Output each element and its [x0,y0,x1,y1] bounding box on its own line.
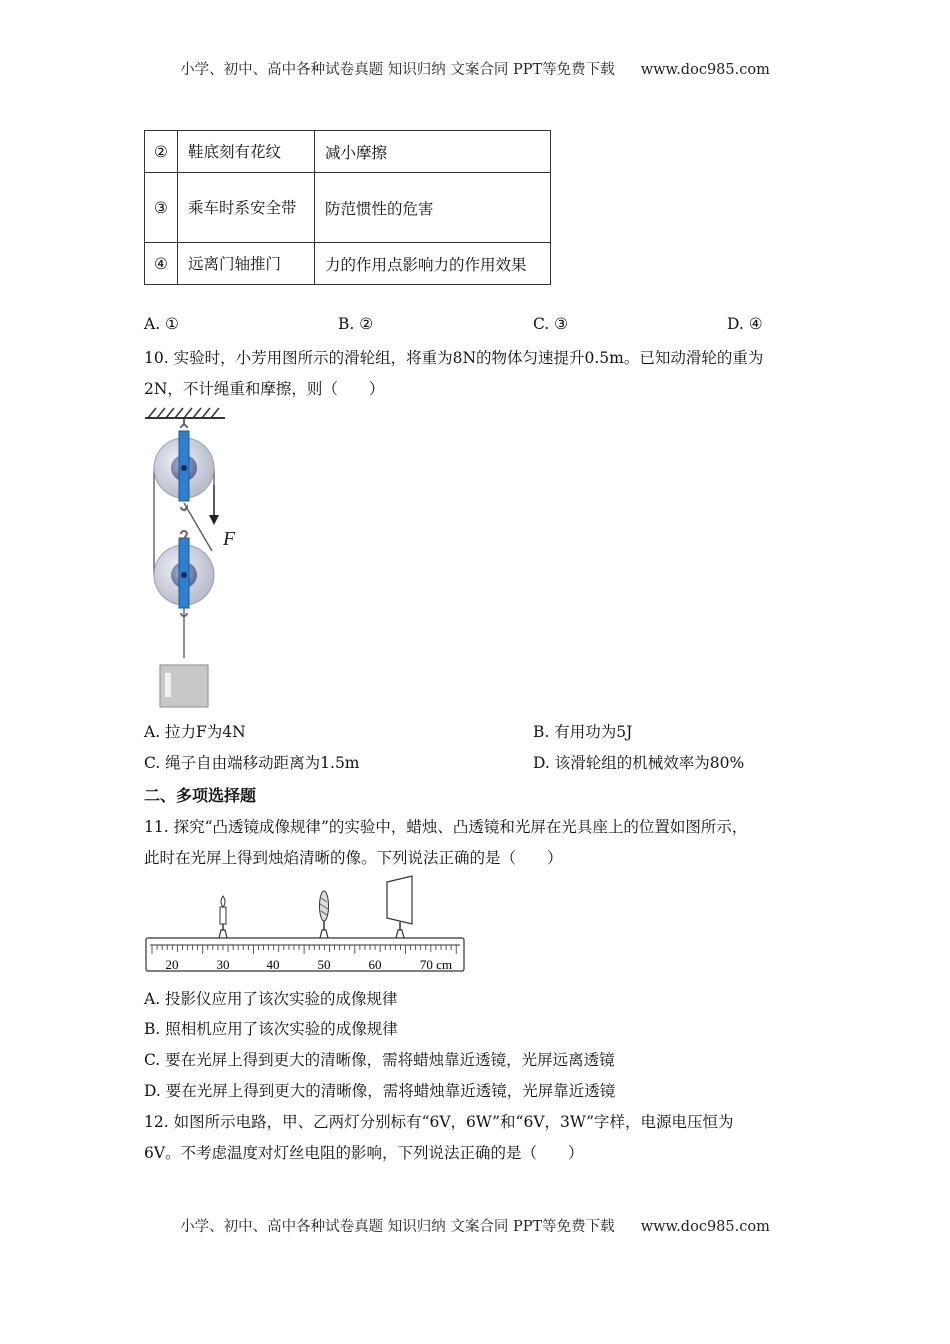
ruler-label-70: 70 cm [419,957,453,972]
fixed-pulley [154,419,214,511]
pulley-system-diagram [140,403,270,708]
weight-block [160,665,208,707]
movable-pulley [154,531,214,616]
page-footer [0,1215,950,1236]
ruler-label-30: 30 [216,957,230,972]
q9-option-a[interactable]: A. ① [144,315,179,333]
footer-text: 小学、初中、高中各种试卷真题 知识归纳 文案合同 PPT等免费下载 [180,1219,615,1235]
ruler-label-20: 20 [165,957,179,972]
ruler-label-40: 40 [266,957,280,972]
bench-ruler [146,938,464,971]
q10-option-d[interactable]: D. 该滑轮组的机械效率为80% [533,754,745,772]
q12-stem-line2: 6V。不考虑温度对灯丝电阻的影响，下列说法正确的是（ ） [144,1144,584,1162]
table-cell-desc: 力的作用点影响力的作用效果 [315,243,551,285]
table-row [145,243,551,285]
table-cell-item: 乘车时系安全带 [178,173,315,243]
candle [219,896,227,938]
q11-option-b[interactable]: B. 照相机应用了该次实验的成像规律 [144,1020,398,1038]
table-cell-desc: 减小摩擦 [315,131,551,173]
ceiling-hatch [145,408,225,418]
table-cell-item: 鞋底刻有花纹 [178,131,315,173]
table-row [145,131,551,173]
q11-option-d[interactable]: D. 要在光屏上得到更大的清晰像，需将蜡烛靠近透镜，光屏靠近透镜 [144,1082,616,1100]
table-cell-num: ③ [145,173,178,243]
q11-stem-line2: 此时在光屏上得到烛焰清晰的像。下列说法正确的是（ ） [144,849,563,867]
table-row [145,173,551,243]
light-screen [387,876,412,938]
header-text: 小学、初中、高中各种试卷真题 知识归纳 文案合同 PPT等免费下载 [180,62,615,78]
footer-url[interactable]: www.doc985.com [640,1219,770,1235]
ruler-label-50: 50 [317,957,331,972]
q9-option-c[interactable]: C. ③ [533,315,569,333]
force-arrow [209,485,219,525]
q10-stem-line1: 10. 实验时，小芳用图所示的滑轮组，将重为8N的物体匀速提升0.5m。已知动滑轮的重为 [144,349,764,367]
table-cell-num: ② [145,131,178,173]
table-cell-desc: 防范惯性的危害 [315,173,551,243]
q12-stem-line1: 12. 如图所示电路，甲、乙两灯分别标有“6V，6W”和“6V，3W”字样，电源电压恒为 [144,1113,734,1131]
q10-option-b[interactable]: B. 有用功为5J [533,723,633,741]
page-header [0,58,950,79]
table-cell-item: 远离门轴推门 [178,243,315,285]
ruler-label-60: 60 [368,957,382,972]
force-label: F [223,528,236,550]
q10-option-a[interactable]: A. 拉力F为4N [144,723,246,741]
q11-option-a[interactable]: A. 投影仪应用了该次实验的成像规律 [144,990,398,1008]
q11-stem-line1: 11. 探究“凸透镜成像规律”的实验中，蜡烛、凸透镜和光屏在光具座上的位置如图所示， [144,818,748,836]
q10-option-c[interactable]: C. 绳子自由端移动距离为1.5m [144,754,360,772]
q9-option-d[interactable]: D. ④ [727,315,763,333]
q10-stem-line2: 2N，不计绳重和摩擦，则（ ） [144,380,385,398]
optical-bench-diagram [142,874,472,974]
answer-table [144,130,551,285]
header-url[interactable]: www.doc985.com [640,62,770,78]
q11-option-c[interactable]: C. 要在光屏上得到更大的清晰像，需将蜡烛靠近透镜，光屏远离透镜 [144,1051,615,1069]
section-title: 二、多项选择题 [144,786,257,805]
table-cell-num: ④ [145,243,178,285]
q9-option-b[interactable]: B. ② [338,315,374,333]
convex-lens [320,891,329,938]
